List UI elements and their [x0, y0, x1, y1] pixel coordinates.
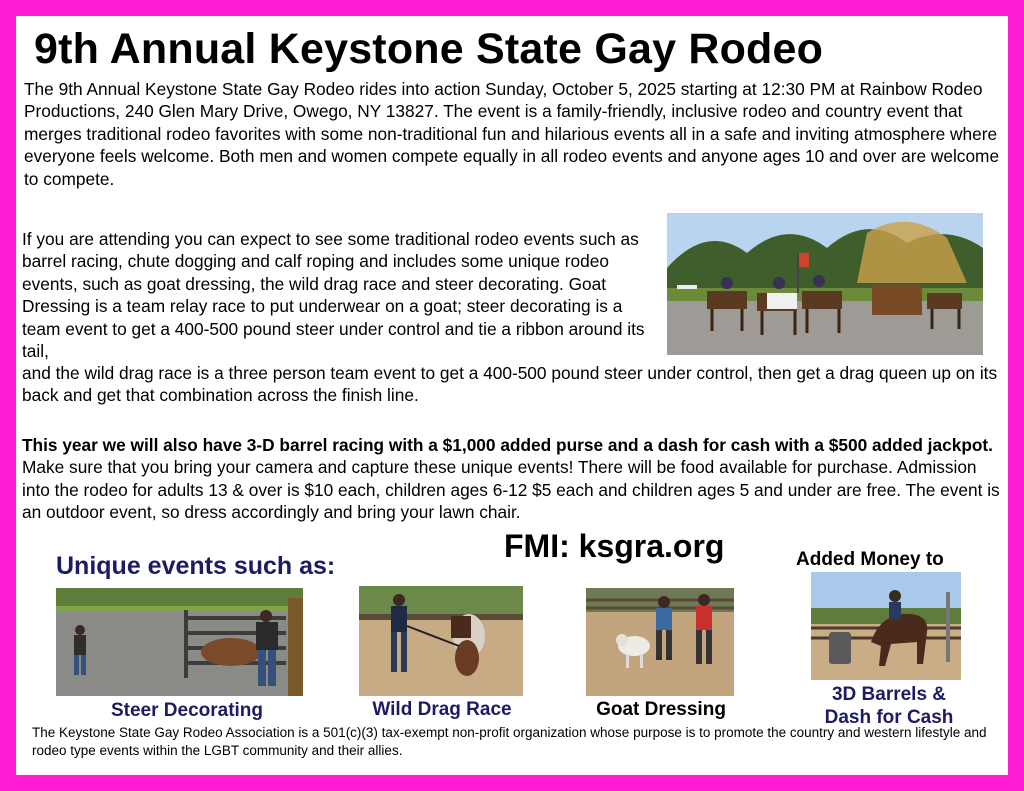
- steer-decorating-photo: [56, 588, 303, 696]
- intro-paragraph: The 9th Annual Keystone State Gay Rodeo rides into action Sunday, October 5, 2025 starting at 12:30 PM at Rainbow Rodeo Productions, 240 Glen Mary Drive, Owego, NY 13827. The event is a family-friendly, inclusive rodeo and country event that merges traditional rodeo favorites with some non-traditional fun and hilarious events all in a safe and inviting atmosphere where everyone feels welcome. Both men and women compete equally in all rodeo events and anyone ages 10 and over are welcome to compete.: [24, 79, 1000, 189]
- fmi-website: FMI: ksgra.org: [504, 528, 725, 564]
- barrels-caption: [806, 683, 972, 729]
- highlight-paragraph: [22, 434, 1006, 524]
- wild-drag-race-caption: Wild Drag Race: [372, 699, 512, 720]
- events-paragraph-continued: and the wild drag race is a three person team event to get a 400-500 pound steer under control, then get a drag queen up on its back and get that combination across the finish line.: [22, 363, 998, 406]
- highlight-rest-text: Make sure that you bring your camera and capture these unique events! There will be food available for purchase. Admission into the rodeo for adults 13 & over is $10 each, children ages 6-12 $5 each and children ages 5 and under are free. The event is an outdoor event, so dress accordingly and bring your lawn chair.: [22, 457, 1000, 523]
- goat-dressing-caption: Goat Dressing: [596, 699, 726, 720]
- events-paragraph: If you are attending you can expect to see some traditional rodeo events such as barrel racing, chute dogging and calf roping and includes some unique rodeo events, such as goat dressing, the wild drag race and steer decorating. Goat Dressing is a team relay race to put underwear on a goat; steer decorating is a team event to get a 400-500 pound steer under control and tie a ribbon around its tail,: [22, 229, 645, 362]
- steer-decorating-caption: Steer Decorating: [110, 700, 264, 721]
- goat-dressing-photo: [586, 588, 734, 696]
- flyer-page: [16, 16, 1008, 775]
- unique-events-heading: Unique events such as:: [56, 552, 336, 580]
- wild-drag-race-photo: [359, 586, 523, 696]
- highlight-bold-text: This year we will also have 3-D barrel racing with a $1,000 added purse and a dash for cash with a $500 added jackpot.: [22, 435, 993, 455]
- rodeo-arena-photo: [667, 213, 983, 355]
- barrels-caption-line1: 3D Barrels &: [831, 684, 947, 705]
- flyer-title: 9th Annual Keystone State Gay Rodeo: [34, 25, 824, 73]
- barrel-racing-photo: [811, 572, 961, 680]
- barrels-caption-line2: Dash for Cash: [824, 707, 954, 728]
- added-money-heading: Added Money to: [796, 549, 944, 570]
- footer-note: The Keystone State Gay Rodeo Association is a 501(c)(3) tax-exempt non-profit organization whose purpose is to promote the country and western lifestyle and rodeo type events within the LGBT community and their allies.: [32, 725, 987, 758]
